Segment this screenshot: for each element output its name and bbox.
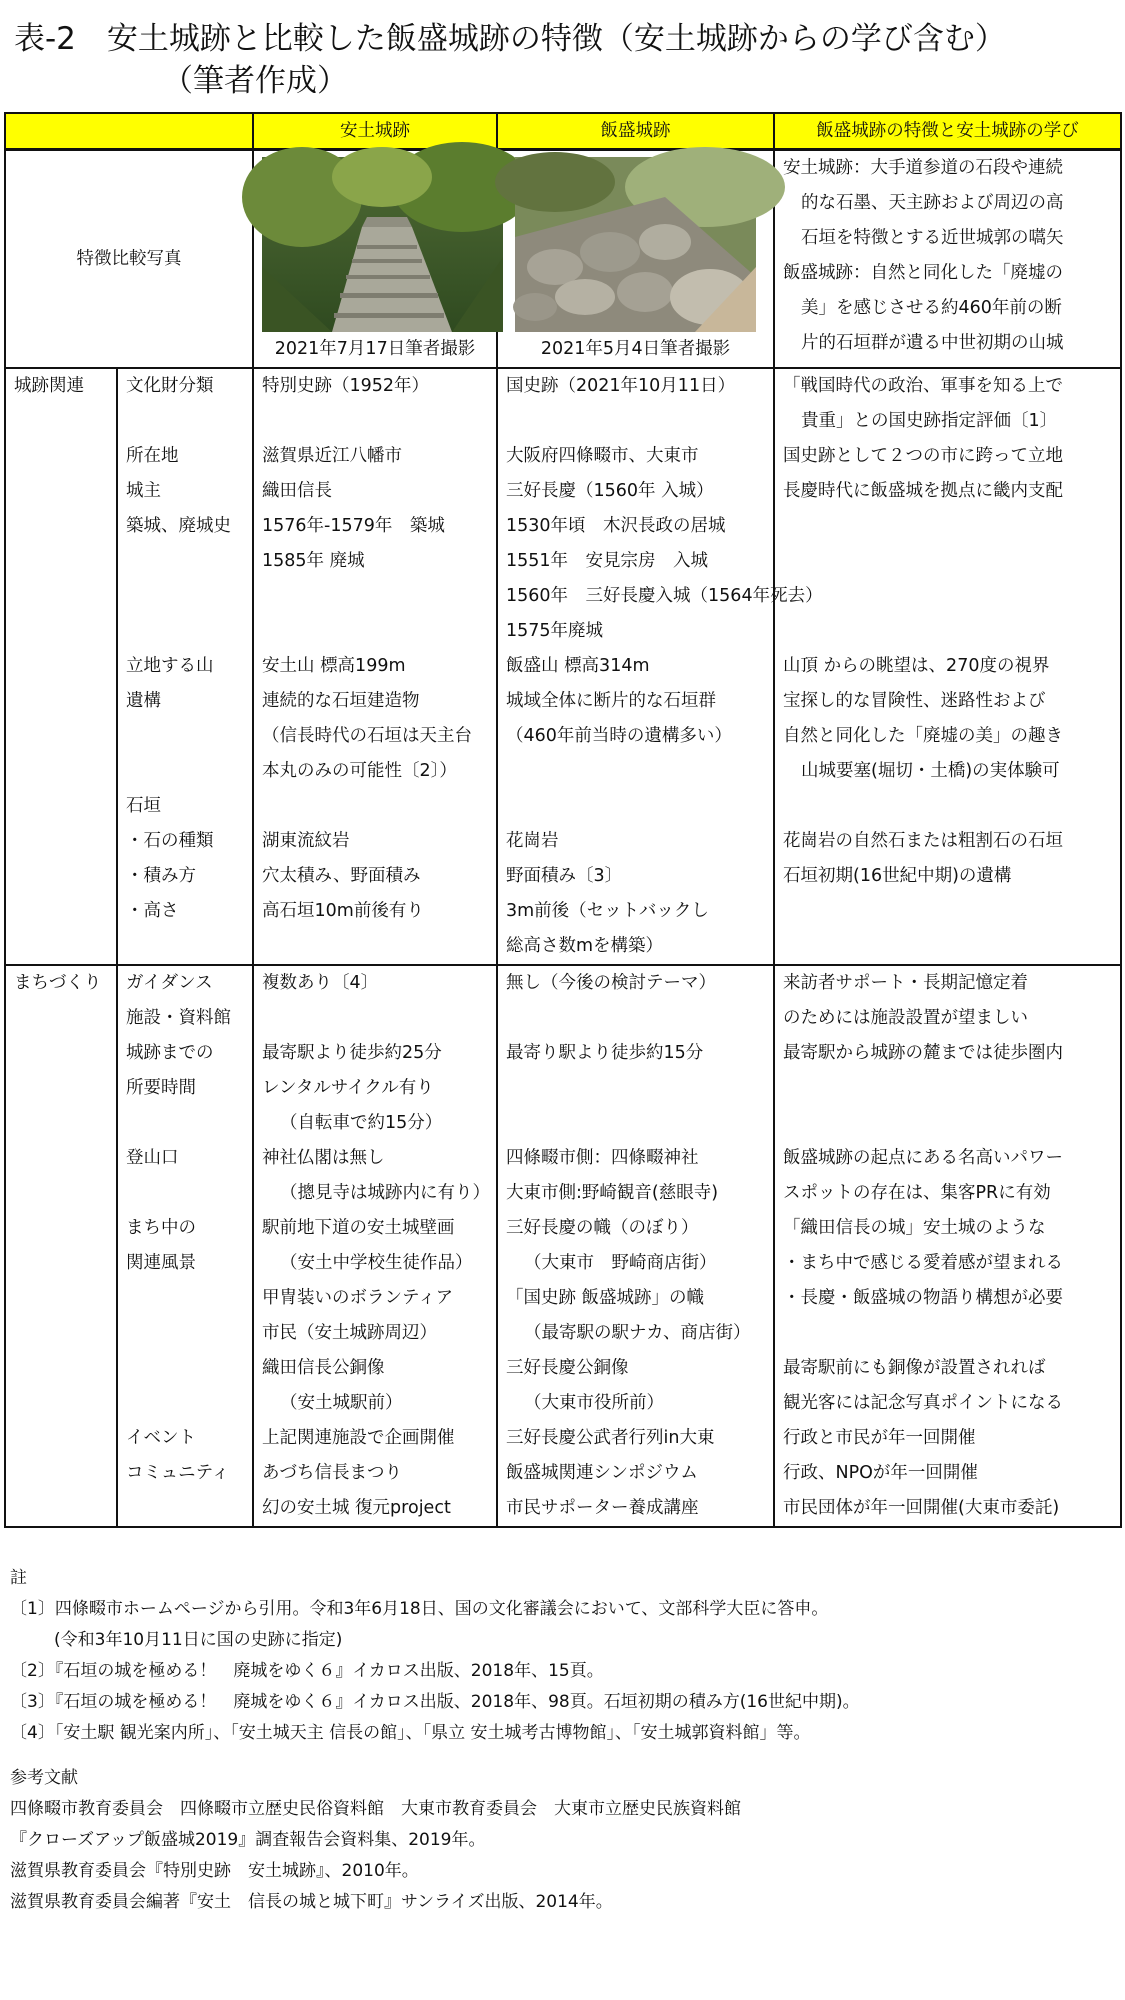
table-cell-line	[506, 1106, 765, 1141]
table-cell-line: 築城、廃城史	[126, 516, 231, 536]
castle-learning-col	[774, 368, 1121, 965]
table-cell-line: 石垣初期(16世紀中期)の遺構	[783, 866, 1012, 886]
photo-learning-line: 安土城跡：大手道参道の石段や連続	[783, 158, 1063, 178]
table-cell-line: 連続的な石垣建造物	[262, 691, 420, 711]
table-cell-line: 飯盛城関連シンポジウム	[506, 1463, 698, 1483]
table-cell-line	[262, 1001, 488, 1036]
table-cell-line: ガイダンス	[126, 973, 213, 993]
table-cell-line: 国史跡（2021年10月11日）	[506, 376, 736, 396]
table-cell-line: 幻の安土城 復元project	[262, 1498, 451, 1518]
table-cell-line	[506, 404, 765, 439]
photo-learning-line: 的な石墨、天主跡および周辺の高	[801, 193, 1064, 213]
table-cell-line	[262, 404, 488, 439]
table-cell-line: あづち信長まつり	[262, 1463, 402, 1483]
photo-row-label: 特徴比較写真	[5, 150, 253, 369]
table-cell-line: 三好長慶（1560年 入城）	[506, 481, 714, 501]
table-cell-line: 施設・資料館	[126, 1008, 231, 1028]
table-cell-line	[126, 1176, 244, 1211]
table-cell-line: 無し（今後の検討テーマ）	[506, 973, 716, 993]
table-cell-line: 最寄駅より徒歩約25分	[262, 1043, 442, 1063]
table-cell-line	[126, 1386, 244, 1421]
table-cell-line	[783, 544, 1112, 579]
section-town-label: まちづくり	[5, 965, 117, 1527]
table-cell-line	[506, 754, 765, 789]
table-cell-line: 山頂 からの眺望は、270度の視界	[783, 656, 1050, 676]
table-cell-line: 上記関連施設で企画開催	[262, 1428, 455, 1448]
table-cell-line: 野面積み〔3〕	[506, 866, 623, 886]
table-cell-line: 立地する山	[126, 656, 214, 676]
azuchi-photo-caption: 2021年7月17日筆者撮影	[274, 339, 476, 359]
iimori-photo-cell	[497, 150, 774, 369]
table-cell-line: 織田信長公銅像	[262, 1358, 385, 1378]
table-cell-line	[783, 789, 1112, 824]
table-cell-line: 神社仏閣は無し	[262, 1148, 385, 1168]
reference-1: 四條畷市教育委員会 四條畷市立歴史民俗資料館 大東市教育委員会 大東市立歴史民族資料館	[10, 1799, 741, 1819]
azuchi-photo-cell	[253, 150, 497, 369]
notes-heading: 註	[10, 1568, 27, 1588]
town-sub-col	[117, 965, 253, 1527]
table-cell-line: 「国史跡 飯盛城跡」の幟	[506, 1288, 705, 1308]
table-cell-line: 最寄駅から城跡の麓までは徒歩圏内	[783, 1043, 1063, 1063]
section-town	[5, 965, 1121, 1527]
iimori-stone-wall-photo	[515, 157, 756, 332]
table-cell-line: （大東市役所前）	[524, 1393, 664, 1413]
header-learning: 飯盛城跡の特徴と安土城跡の学び	[774, 113, 1121, 150]
table-cell-line: 関連風景	[126, 1253, 196, 1273]
table-cell-line	[506, 1071, 765, 1106]
photo-learning-line: 石垣を特徴とする近世城郭の嚆矢	[801, 228, 1064, 248]
table-cell-line: 織田信長	[262, 481, 332, 501]
table-cell-line	[126, 1351, 244, 1386]
castle-sub-col	[117, 368, 253, 965]
photo-learning-line: 片的石垣群が遺る中世初期の山城	[801, 333, 1064, 353]
table-cell-line: 大東市側:野崎観音(慈眼寺)	[506, 1183, 719, 1203]
table-cell-line: （信長時代の石垣は天主台	[262, 726, 472, 746]
title-line-1: 表-2 安土城跡と比較した飯盛城跡の特徴（安土城跡からの学び含む）	[14, 21, 1006, 57]
table-cell-line: 三好長慶公武者行列in大東	[506, 1428, 715, 1448]
table-cell-line	[126, 719, 244, 754]
table-cell-line	[126, 754, 244, 789]
table-cell-line	[262, 929, 488, 964]
note-4: 〔4〕「安土駅 観光案内所」、「安土城天主 信長の館」、「県立 安土城考古博物館」、「安土城郭資料館」等。	[10, 1723, 811, 1743]
page-title	[14, 18, 1006, 102]
table-cell-line: 駅前地下道の安土城壁画	[262, 1218, 455, 1238]
table-cell-line: 文化財分類	[126, 376, 214, 396]
table-cell-line: ・高さ	[126, 901, 179, 921]
table-cell-line: 3m前後（セットバックし	[506, 901, 709, 921]
table-cell-line: 甲冑装いのボランティア	[262, 1288, 454, 1308]
table-cell-line	[126, 929, 244, 964]
table-cell-line: （大東市 野崎商店街）	[524, 1253, 717, 1273]
table-cell-line: 1530年頃 木沢長政の居城	[506, 516, 726, 536]
table-cell-line: 観光客には記念写真ポイントになる	[783, 1393, 1063, 1413]
header-azuchi: 安土城跡	[253, 113, 497, 150]
header-iimori: 飯盛城跡	[497, 113, 774, 150]
table-cell-line: 高石垣10m前後有り	[262, 901, 424, 921]
table-cell-line: 石垣	[126, 796, 161, 816]
town-iimori-col	[497, 965, 774, 1527]
table-cell-line	[126, 579, 244, 614]
table-cell-line: 飯盛城跡の起点にある名高いパワー	[783, 1148, 1063, 1168]
reference-4: 滋賀県教育委員会編著『安土 信長の城と城下町』サンライズ出版、2014年。	[10, 1892, 613, 1912]
table-cell-line: 1585年 廃城	[262, 551, 365, 571]
table-cell-line	[262, 789, 488, 824]
notes-section	[10, 1563, 860, 1918]
table-cell-line: 山城要塞(堀切・土橋)の実体験可	[801, 761, 1060, 781]
table-cell-line: 行政と市民が年一回開催	[783, 1428, 976, 1448]
table-cell-line: ・長慶・飯盛城の物語り構想が必要	[783, 1288, 1063, 1308]
table-header-row	[5, 113, 1121, 150]
table-cell-line: スポットの存在は、集客PRに有効	[783, 1183, 1051, 1203]
table-cell-line: のためには施設設置が望ましい	[783, 1008, 1028, 1028]
table-cell-line: 1560年 三好長慶入城（1564年死去）	[506, 586, 823, 606]
table-cell-line: 国史跡として２つの市に跨って立地	[783, 446, 1063, 466]
table-cell-line: （安土中学校生徒作品）	[280, 1253, 473, 1273]
table-cell-line: 1575年廃城	[506, 621, 604, 641]
table-cell-line: 登山口	[126, 1148, 179, 1168]
table-cell-line	[126, 1491, 244, 1526]
table-cell-line	[783, 614, 1112, 649]
table-cell-line: 「戦国時代の政治、軍事を知る上で	[783, 376, 1063, 396]
table-cell-line: 最寄駅前にも銅像が設置されれば	[783, 1358, 1046, 1378]
photo-row	[5, 150, 1121, 369]
table-cell-line	[783, 929, 1112, 964]
table-cell-line: 穴太積み、野面積み	[262, 866, 421, 886]
table-cell-line: 1576年-1579年 築城	[262, 516, 445, 536]
table-cell-line: イベント	[126, 1428, 196, 1448]
table-cell-line: ・まち中で感じる愛着感が望まれる	[783, 1253, 1063, 1273]
table-cell-line	[262, 614, 488, 649]
table-cell-line: 宝探し的な冒険性、迷路性および	[783, 691, 1046, 711]
table-cell-line: 最寄り駅より徒歩約15分	[506, 1043, 704, 1063]
table-cell-line	[783, 894, 1112, 929]
table-cell-line: 総高さ数mを構築）	[506, 936, 664, 956]
castle-azuchi-col	[253, 368, 497, 965]
table-cell-line	[126, 614, 244, 649]
table-cell-line: 花崗岩	[506, 831, 559, 851]
castle-iimori-col	[497, 368, 823, 965]
comparison-table	[4, 112, 1122, 1528]
table-cell-line: 自然と同化した「廃墟の美」の趣き	[783, 726, 1063, 746]
table-cell-line	[783, 1071, 1112, 1106]
table-cell-line	[783, 579, 1112, 614]
table-cell-line: 花崗岩の自然石または粗割石の石垣	[783, 831, 1063, 851]
note-1: 〔1〕四條畷市ホームページから引用。令和3年6月18日、国の文化審議会において、文部科学大臣に答申。	[10, 1599, 829, 1619]
photo-learning-cell	[774, 150, 1121, 369]
note-1-continued: (令和3年10月11日に国の史跡に指定)	[54, 1630, 343, 1650]
table-cell-line	[783, 509, 1112, 544]
table-cell-line	[126, 1281, 244, 1316]
photo-learning-line: 美」を感じさせる約460年前の断	[801, 298, 1062, 318]
section-castle-label: 城跡関連	[5, 368, 117, 965]
table-cell-line: 長慶時代に飯盛城を拠点に畿内支配	[783, 481, 1063, 501]
iimori-photo-caption: 2021年5月4日筆者撮影	[540, 339, 731, 359]
table-cell-line: 特別史跡（1952年）	[262, 376, 430, 396]
note-3: 〔3〕『石垣の城を極める！ 廃城をゆく６』イカロス出版、2018年、98頁。石垣初期の積み方(16世紀中期)。	[10, 1692, 860, 1712]
table-cell-line: 貴重」との国史跡指定評価〔1〕	[801, 411, 1058, 431]
table-cell-line: （最寄駅の駅ナカ、商店街）	[524, 1323, 751, 1343]
table-cell-line: 湖東流紋岩	[262, 831, 350, 851]
table-cell-line	[262, 579, 488, 614]
town-learning-col	[774, 965, 1121, 1527]
note-2: 〔2〕『石垣の城を極める！ 廃城をゆく６』イカロス出版、2018年、15頁。	[10, 1661, 604, 1681]
title-line-2: （筆者作成）	[162, 63, 348, 99]
reference-2: 『クローズアップ飯盛城2019』調査報告会資料集、2019年。	[10, 1830, 486, 1850]
header-blank	[5, 113, 253, 150]
table-cell-line: 四條畷市側：四條畷神社	[506, 1148, 699, 1168]
table-cell-line	[506, 1001, 765, 1036]
table-cell-line	[126, 404, 244, 439]
table-cell-line	[783, 1106, 1112, 1141]
table-cell-line: ・積み方	[126, 866, 196, 886]
table-cell-line: 大阪府四條畷市、大東市	[506, 446, 699, 466]
table-cell-line: 城域全体に断片的な石垣群	[506, 691, 716, 711]
section-castle	[5, 368, 1121, 965]
table-cell-line: レンタルサイクル有り	[262, 1078, 434, 1098]
azuchi-stone-steps-photo	[262, 157, 503, 332]
references-heading: 参考文献	[10, 1768, 78, 1788]
table-cell-line	[126, 544, 244, 579]
table-cell-line: （安土城駅前）	[280, 1393, 403, 1413]
table-cell-line: 城跡までの	[126, 1043, 214, 1063]
town-azuchi-col	[253, 965, 497, 1527]
table-cell-line: 行政、NPOが年一回開催	[783, 1463, 978, 1483]
table-cell-line: 所要時間	[126, 1078, 196, 1098]
table-cell-line	[506, 789, 765, 824]
table-cell-line: 1551年 安見宗房 入城	[506, 551, 709, 571]
table-cell-line: ・石の種類	[126, 831, 214, 851]
table-cell-line: 安土山 標高199m	[262, 656, 406, 676]
table-cell-line: 来訪者サポート・長期記憶定着	[783, 973, 1028, 993]
table-cell-line: 市民団体が年一回開催(大東市委託)	[783, 1498, 1060, 1518]
table-cell-line	[783, 1316, 1112, 1351]
table-cell-line: 市民（安土城跡周辺）	[262, 1323, 437, 1343]
table-cell-line: 市民サポーター養成講座	[506, 1498, 699, 1518]
table-cell-line: 飯盛山 標高314m	[506, 656, 650, 676]
table-cell-line: 三好長慶公銅像	[506, 1358, 629, 1378]
table-cell-line: まち中の	[126, 1218, 196, 1238]
table-cell-line: （460年前当時の遺構多い）	[506, 726, 732, 746]
table-cell-line: （摠見寺は城跡内に有り）	[280, 1183, 490, 1203]
table-cell-line: コミュニティ	[126, 1463, 230, 1483]
reference-3: 滋賀県教育委員会『特別史跡 安土城跡』、2010年。	[10, 1861, 419, 1881]
table-cell-line: 所在地	[126, 446, 179, 466]
table-cell-line: （自転車で約15分）	[280, 1113, 443, 1133]
table-cell-line: 複数あり〔4〕	[262, 973, 379, 993]
table-cell-line: 遺構	[126, 691, 161, 711]
table-cell-line	[126, 1316, 244, 1351]
table-cell-line: 本丸のみの可能性〔2〕）	[262, 761, 457, 781]
table-cell-line: 城主	[126, 481, 161, 501]
table-cell-line	[126, 1106, 244, 1141]
table-cell-line: 滋賀県近江八幡市	[262, 446, 402, 466]
photo-learning-line: 飯盛城跡：自然と同化した「廃墟の	[783, 263, 1063, 283]
table-cell-line: 「織田信長の城」安土城のような	[783, 1218, 1046, 1238]
table-cell-line: 三好長慶の幟（のぼり）	[506, 1218, 699, 1238]
